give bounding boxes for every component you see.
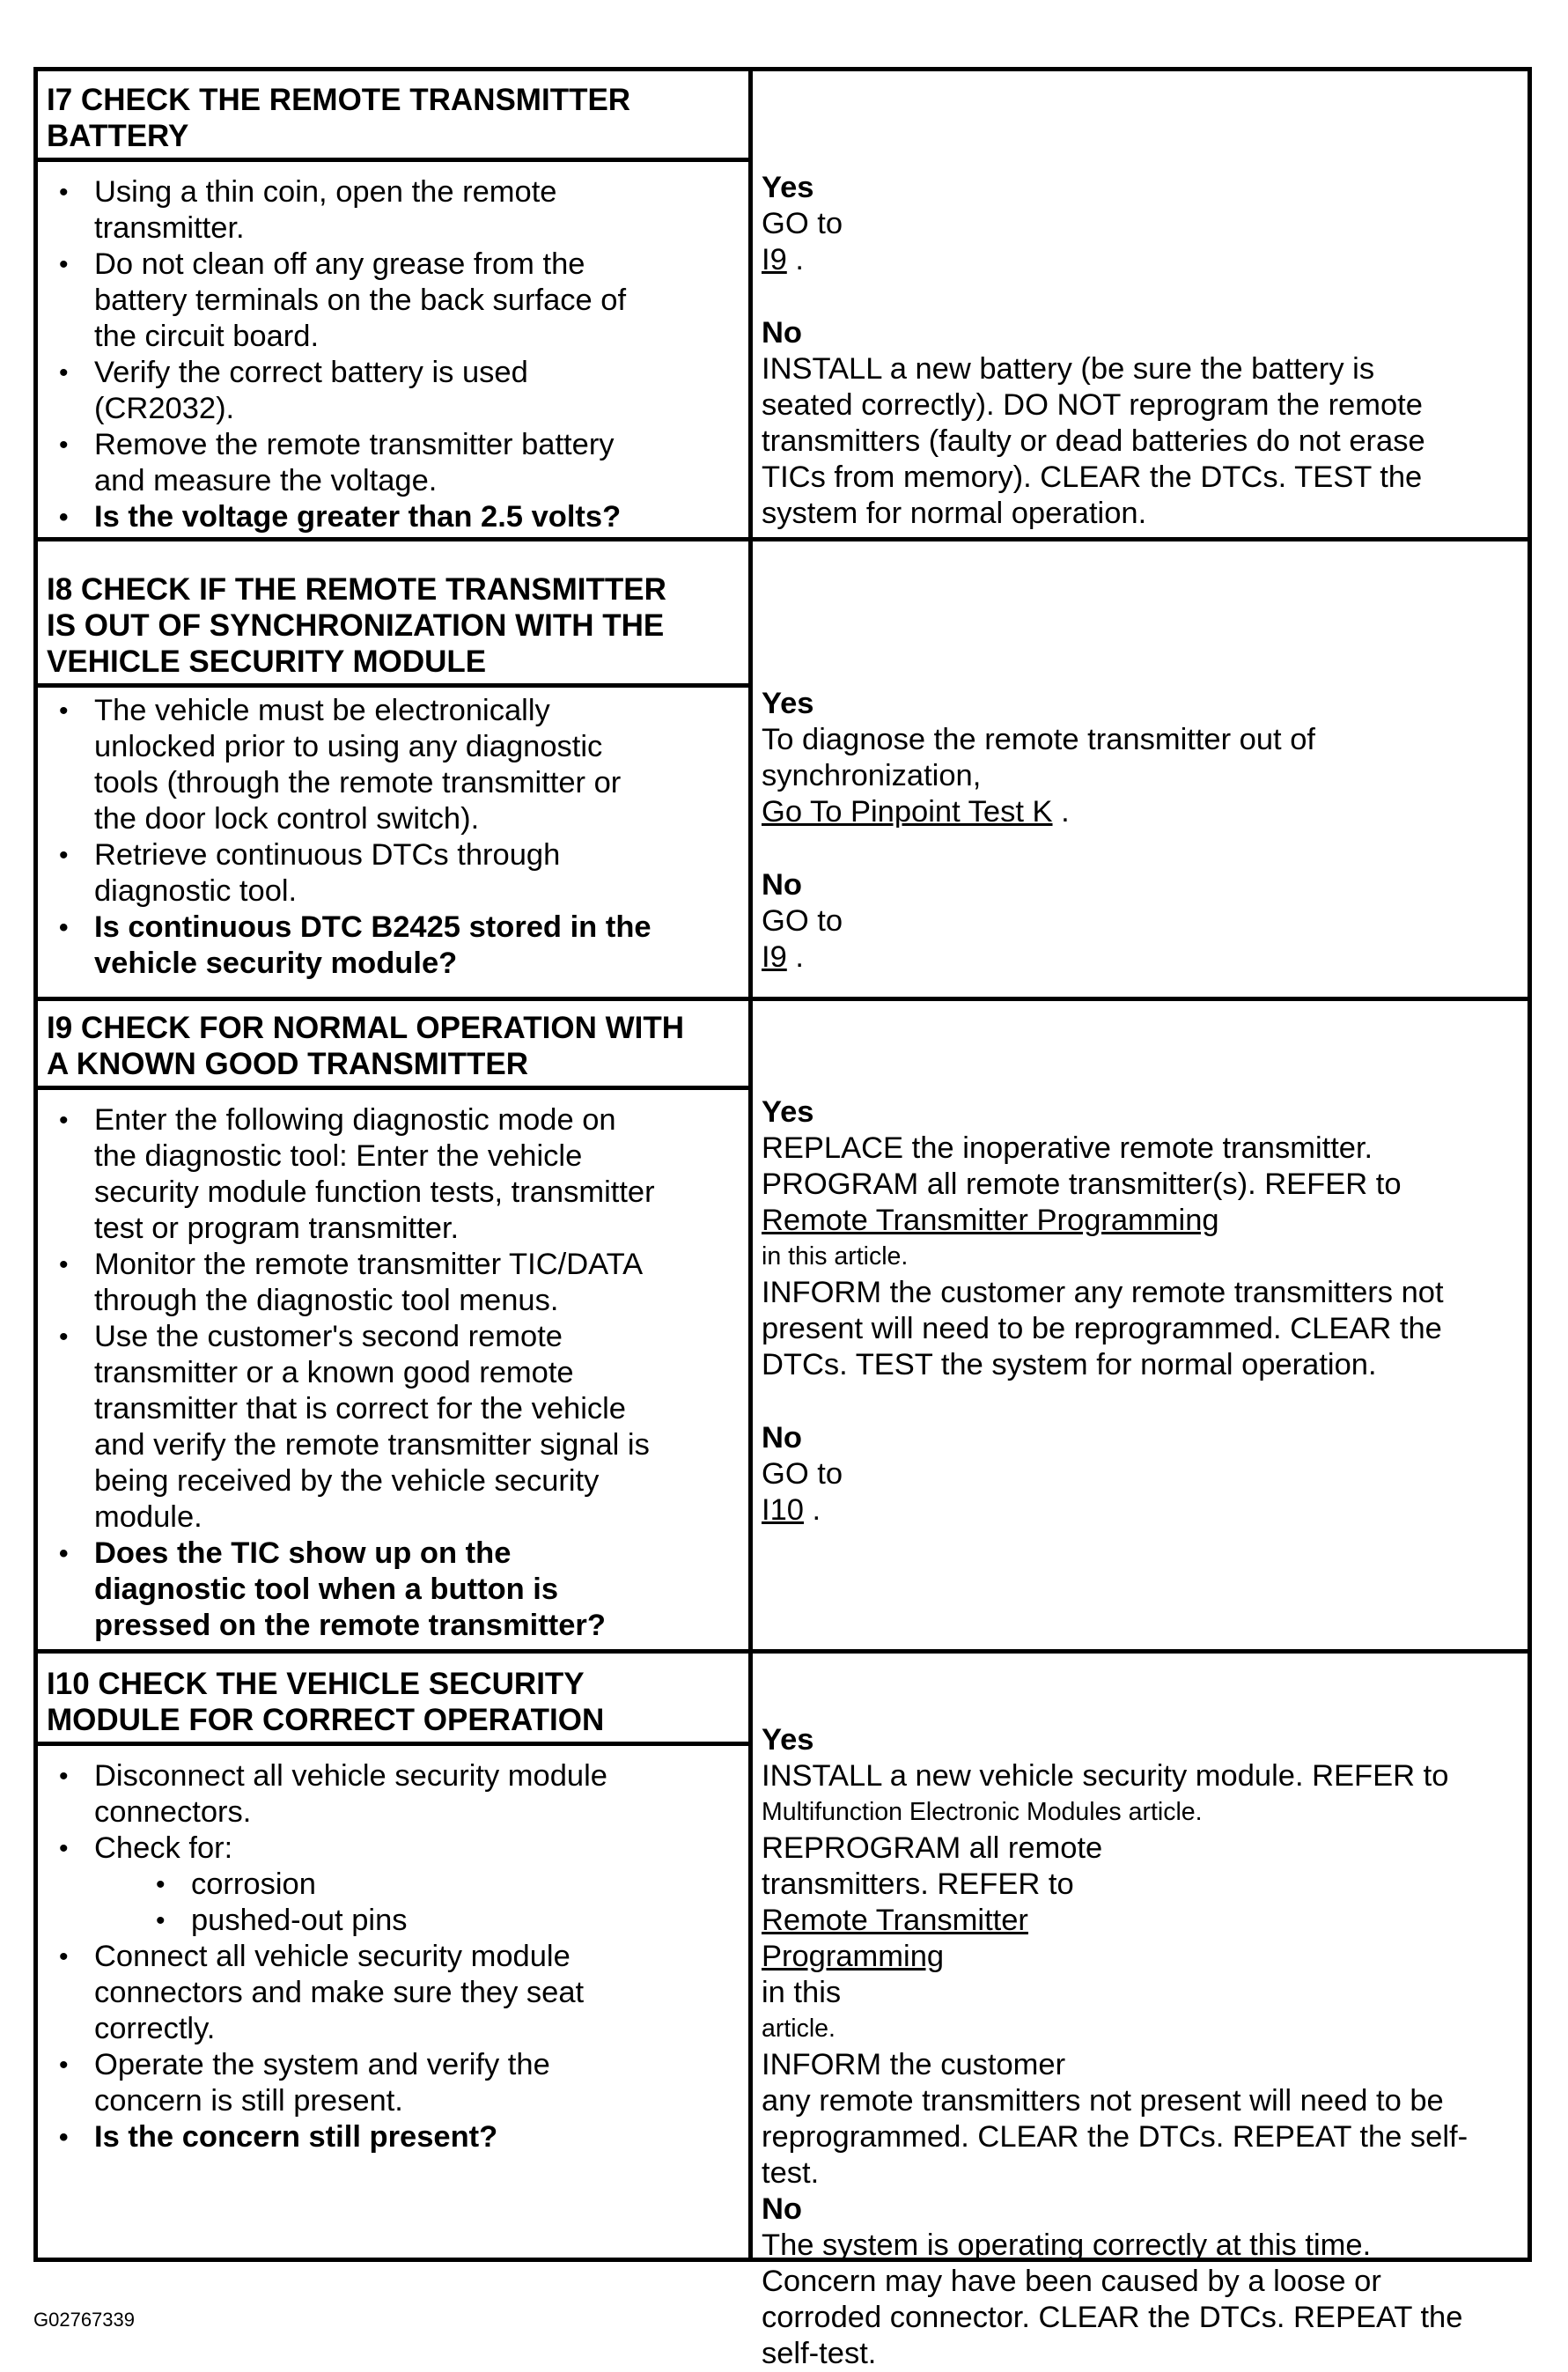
step-i10-question: • Is the concern still present? bbox=[94, 2119, 740, 2155]
step-i7-question: • Is the voltage greater than 2.5 volts? bbox=[94, 499, 740, 535]
step-i8-question: • Is continuous DTC B2425 stored in the vehicle security module? bbox=[94, 910, 740, 982]
list-item: • Verify the correct battery is used (CR2032). bbox=[94, 355, 740, 427]
list-item: • Retrieve continuous DTCs through diagnostic tool. bbox=[94, 837, 740, 910]
step-i9-title: I9 CHECK FOR NORMAL OPERATION WITH A KNOWN GOOD TRANSMITTER bbox=[38, 1001, 748, 1090]
step-i10-result: Yes INSTALL a new vehicle security module. REFER to Multifunction Electronic Modules article. REPROGRAM all remote transmitters. REFER to Remote Transmitter Programming in this article. INFORM the customer any remote transmitters not present will need to be reprogrammed. CLEAR the DTCs. REPEAT the self- test. No The system is operating correctly at this time. Concern may have been caused by a loose or corroded connector. CLEAR the DTCs. REPEAT the self-test. bbox=[753, 1654, 1528, 2258]
list-item: • Operate the system and verify the concern is still present. bbox=[94, 2047, 740, 2119]
remote-transmitter-programming-link[interactable]: Remote Transmitter Programming bbox=[762, 1204, 1219, 1237]
list-item: • pushed-out pins bbox=[191, 1903, 740, 1939]
step-i9-question: • Does the TIC show up on the diagnostic tool when a button is pressed on the remote transmitter? bbox=[94, 1536, 740, 1644]
step-i9-bullet-list bbox=[38, 1090, 748, 1651]
step-i7 bbox=[38, 71, 1528, 541]
list-item: • Using a thin coin, open the remote transmitter. bbox=[94, 174, 740, 247]
yes-label: Yes bbox=[762, 1095, 814, 1129]
no-label: No bbox=[762, 1421, 802, 1455]
goto-i9-link[interactable]: I9 bbox=[762, 940, 787, 974]
goto-i9-link[interactable]: I9 bbox=[762, 243, 787, 276]
list-item: • corrosion bbox=[191, 1867, 740, 1903]
step-i7-no-text: INSTALL a new battery (be sure the battery is seated correctly). DO NOT reprogram the remote transmitters (faulty or dead batteries do not erase TICs from memory). CLEAR the DTCs. TEST the system for normal operation. bbox=[762, 352, 1425, 530]
remote-transmitter-programming-link-cont[interactable]: Programming bbox=[762, 1940, 945, 1973]
list-item: • Use the customer's second remote transmitter or a known good remote transmitter that is correct for the vehicle and verify the remote transmitter signal is being received by the vehicle security module. bbox=[94, 1319, 740, 1536]
list-item: • Remove the remote transmitter battery and measure the voltage. bbox=[94, 427, 740, 499]
list-item: • Do not clean off any grease from the battery terminals on the back surface of the circuit board. bbox=[94, 247, 740, 355]
list-item: • Check for: • corrosion • pushed-out pins bbox=[94, 1831, 740, 1939]
pinpoint-test-k-link[interactable]: Go To Pinpoint Test K bbox=[762, 795, 1053, 829]
step-i10-title: I10 CHECK THE VEHICLE SECURITY MODULE FOR CORRECT OPERATION bbox=[38, 1654, 748, 1746]
step-i9-procedure bbox=[38, 1001, 753, 1649]
remote-transmitter-programming-link[interactable]: Remote Transmitter bbox=[762, 1904, 1028, 1937]
no-label: No bbox=[762, 868, 802, 902]
no-label: No bbox=[762, 316, 802, 350]
step-i8-bullet-list bbox=[38, 688, 748, 989]
step-i7-procedure bbox=[38, 71, 753, 537]
step-i7-bullet-list bbox=[38, 162, 748, 542]
step-i8-result: Yes To diagnose the remote transmitter out of synchronization, Go To Pinpoint Test K . No GO to I9 . bbox=[753, 541, 1528, 997]
yes-label: Yes bbox=[762, 687, 814, 720]
step-i8-procedure bbox=[38, 541, 753, 997]
check-for-sublist bbox=[94, 1867, 740, 1939]
step-i9-result: Yes REPLACE the inoperative remote transmitter. PROGRAM all remote transmitter(s). REFER to Remote Transmitter Programming in this article. INFORM the customer any remote transmitters not present will need to be reprogrammed. CLEAR the DTCs. TEST the system for normal operation. No GO to I10 . bbox=[753, 1001, 1528, 1649]
goto-i10-link[interactable]: I10 bbox=[762, 1493, 804, 1527]
yes-label: Yes bbox=[762, 171, 814, 204]
list-item: • Disconnect all vehicle security module connectors. bbox=[94, 1758, 740, 1831]
step-i7-result: Yes GO to I9 . No INSTALL a new battery (be sure the battery is seated correctly). DO NOT reprogram the remote transmitters (faulty or dead batteries do not erase TICs from memory). CLEAR the DTCs. TEST the system for normal operation. bbox=[753, 71, 1528, 537]
yes-label: Yes bbox=[762, 1723, 814, 1757]
list-item: • Enter the following diagnostic mode on the diagnostic tool: Enter the vehicle security module function tests, transmitter test or program transmitter. bbox=[94, 1102, 740, 1247]
figure-id: G02767339 bbox=[33, 2309, 135, 2331]
step-i9 bbox=[38, 1001, 1528, 1654]
no-label: No bbox=[762, 2192, 802, 2226]
list-item: • Connect all vehicle security module connectors and make sure they seat correctly. bbox=[94, 1939, 740, 2047]
step-i8-title: I8 CHECK IF THE REMOTE TRANSMITTER IS OUT OF SYNCHRONIZATION WITH THE VEHICLE SECURITY MODULE bbox=[38, 541, 748, 688]
step-i8 bbox=[38, 541, 1528, 1001]
step-i10-procedure bbox=[38, 1654, 753, 2258]
list-item: • Monitor the remote transmitter TIC/DATA through the diagnostic tool menus. bbox=[94, 1247, 740, 1319]
step-i10-bullet-list bbox=[38, 1746, 748, 2162]
list-item: • The vehicle must be electronically unlocked prior to using any diagnostic tools (through the remote transmitter or the door lock control switch). bbox=[94, 693, 740, 837]
step-i7-title: I7 CHECK THE REMOTE TRANSMITTER BATTERY bbox=[38, 71, 748, 162]
